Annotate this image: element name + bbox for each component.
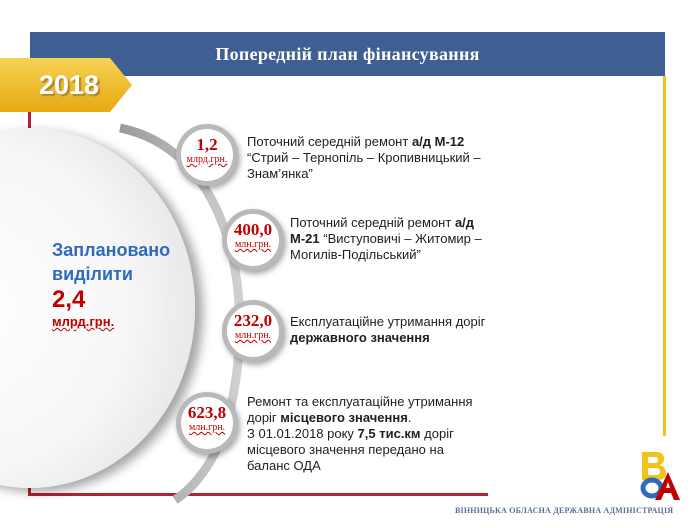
amount-value: 623,8 (187, 403, 227, 422)
planned-label-line2: виділити (52, 264, 133, 284)
amount-bubble-1 (176, 124, 238, 186)
amount-bubble-2 (222, 209, 284, 271)
amount-unit: млрд.грн. (186, 154, 228, 165)
planned-label-line1: Заплановано (52, 240, 171, 260)
voda-logo-icon (630, 448, 688, 504)
amount-unit: млн.грн. (188, 422, 226, 433)
item-description-2: Поточний середній ремонт а/д М-21 “Виступовичі – Житомир – Могилів-Подільський” (290, 215, 482, 262)
amount-value: 232,0 (233, 311, 273, 330)
amount-unit: млн.грн. (234, 239, 272, 250)
planned-value: 2,4 (52, 286, 86, 313)
item-description-3: Експлуатаційне утримання доріг державного значення (290, 314, 486, 345)
item-description-1: Поточний середній ремонт а/д М-12 “Стрий – Тернопіль – Кропивницький – Знам’янка” (247, 134, 481, 181)
amount-unit: млн.грн. (234, 330, 272, 341)
amount-value: 1,2 (196, 135, 218, 154)
planned-label (52, 238, 202, 286)
planned-unit: млрд.грн. (52, 314, 115, 329)
amount-value: 400,0 (233, 220, 273, 239)
year-label: 2018 (38, 70, 100, 100)
item-description-4: Ремонт та експлуатаційне утримання доріг місцевого значення. З 01.01.2018 року 7,5 тис.км доріг місцевого значення передано на баланс ОДА (247, 394, 473, 473)
amount-bubble-3 (222, 300, 284, 362)
amount-bubble-4 (176, 392, 238, 454)
footer-organization: ВІННИЦЬКА ОБЛАСНА ДЕРЖАВНА АДМІНІСТРАЦІЯ (455, 506, 674, 515)
page-title: Попередній план фінансування (215, 44, 480, 64)
